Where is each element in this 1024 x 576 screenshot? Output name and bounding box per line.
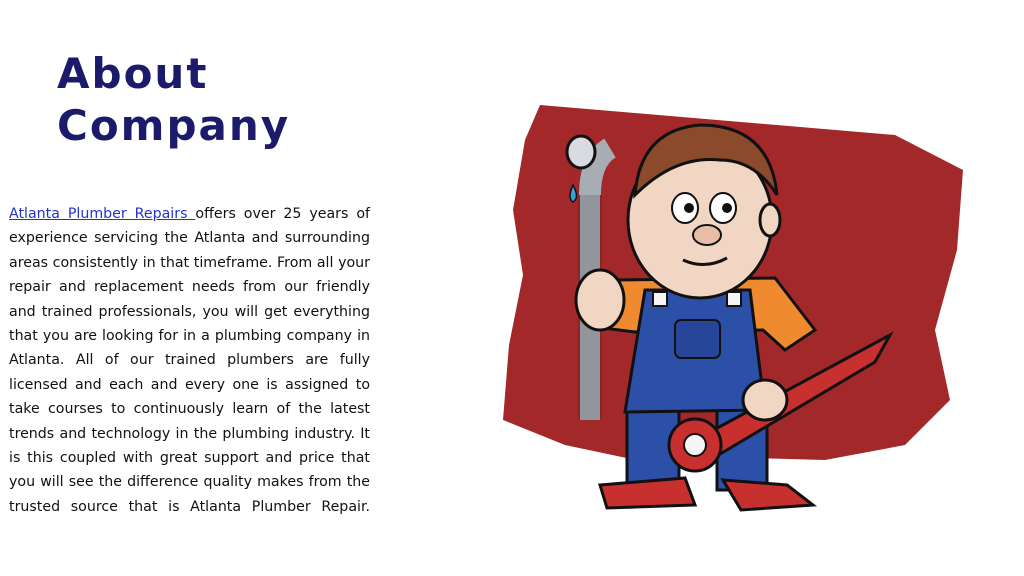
right-shoe (723, 480, 813, 510)
title-line-about: About (57, 49, 209, 98)
cartoon-plumber-icon (495, 100, 975, 530)
plumber-illustration (495, 100, 975, 535)
about-paragraph-text: offers over 25 years of experience servicing the Atlanta and surrounding areas consistently in that timeframe. From all your repair and replacement needs from our friendly and trained professionals, you will get everything that you are looking for in a plumbing company in Atlanta. All of our trained plumbers are fully licensed and each and every one is assigned to take courses to continuously learn of the latest trends and technology in the plumbing industry. It is this coupled with great support and price that you will see the difference quality makes from the trusted source that is Atlanta Plumber Repair. (9, 206, 371, 515)
company-link[interactable]: Atlanta Plumber Repairs (9, 206, 196, 222)
left-hand (576, 270, 624, 330)
left-shoe (600, 478, 695, 508)
title-line-company: Company (57, 101, 291, 150)
about-paragraph (9, 202, 370, 519)
right-hand (743, 380, 787, 420)
page-title (57, 48, 290, 152)
